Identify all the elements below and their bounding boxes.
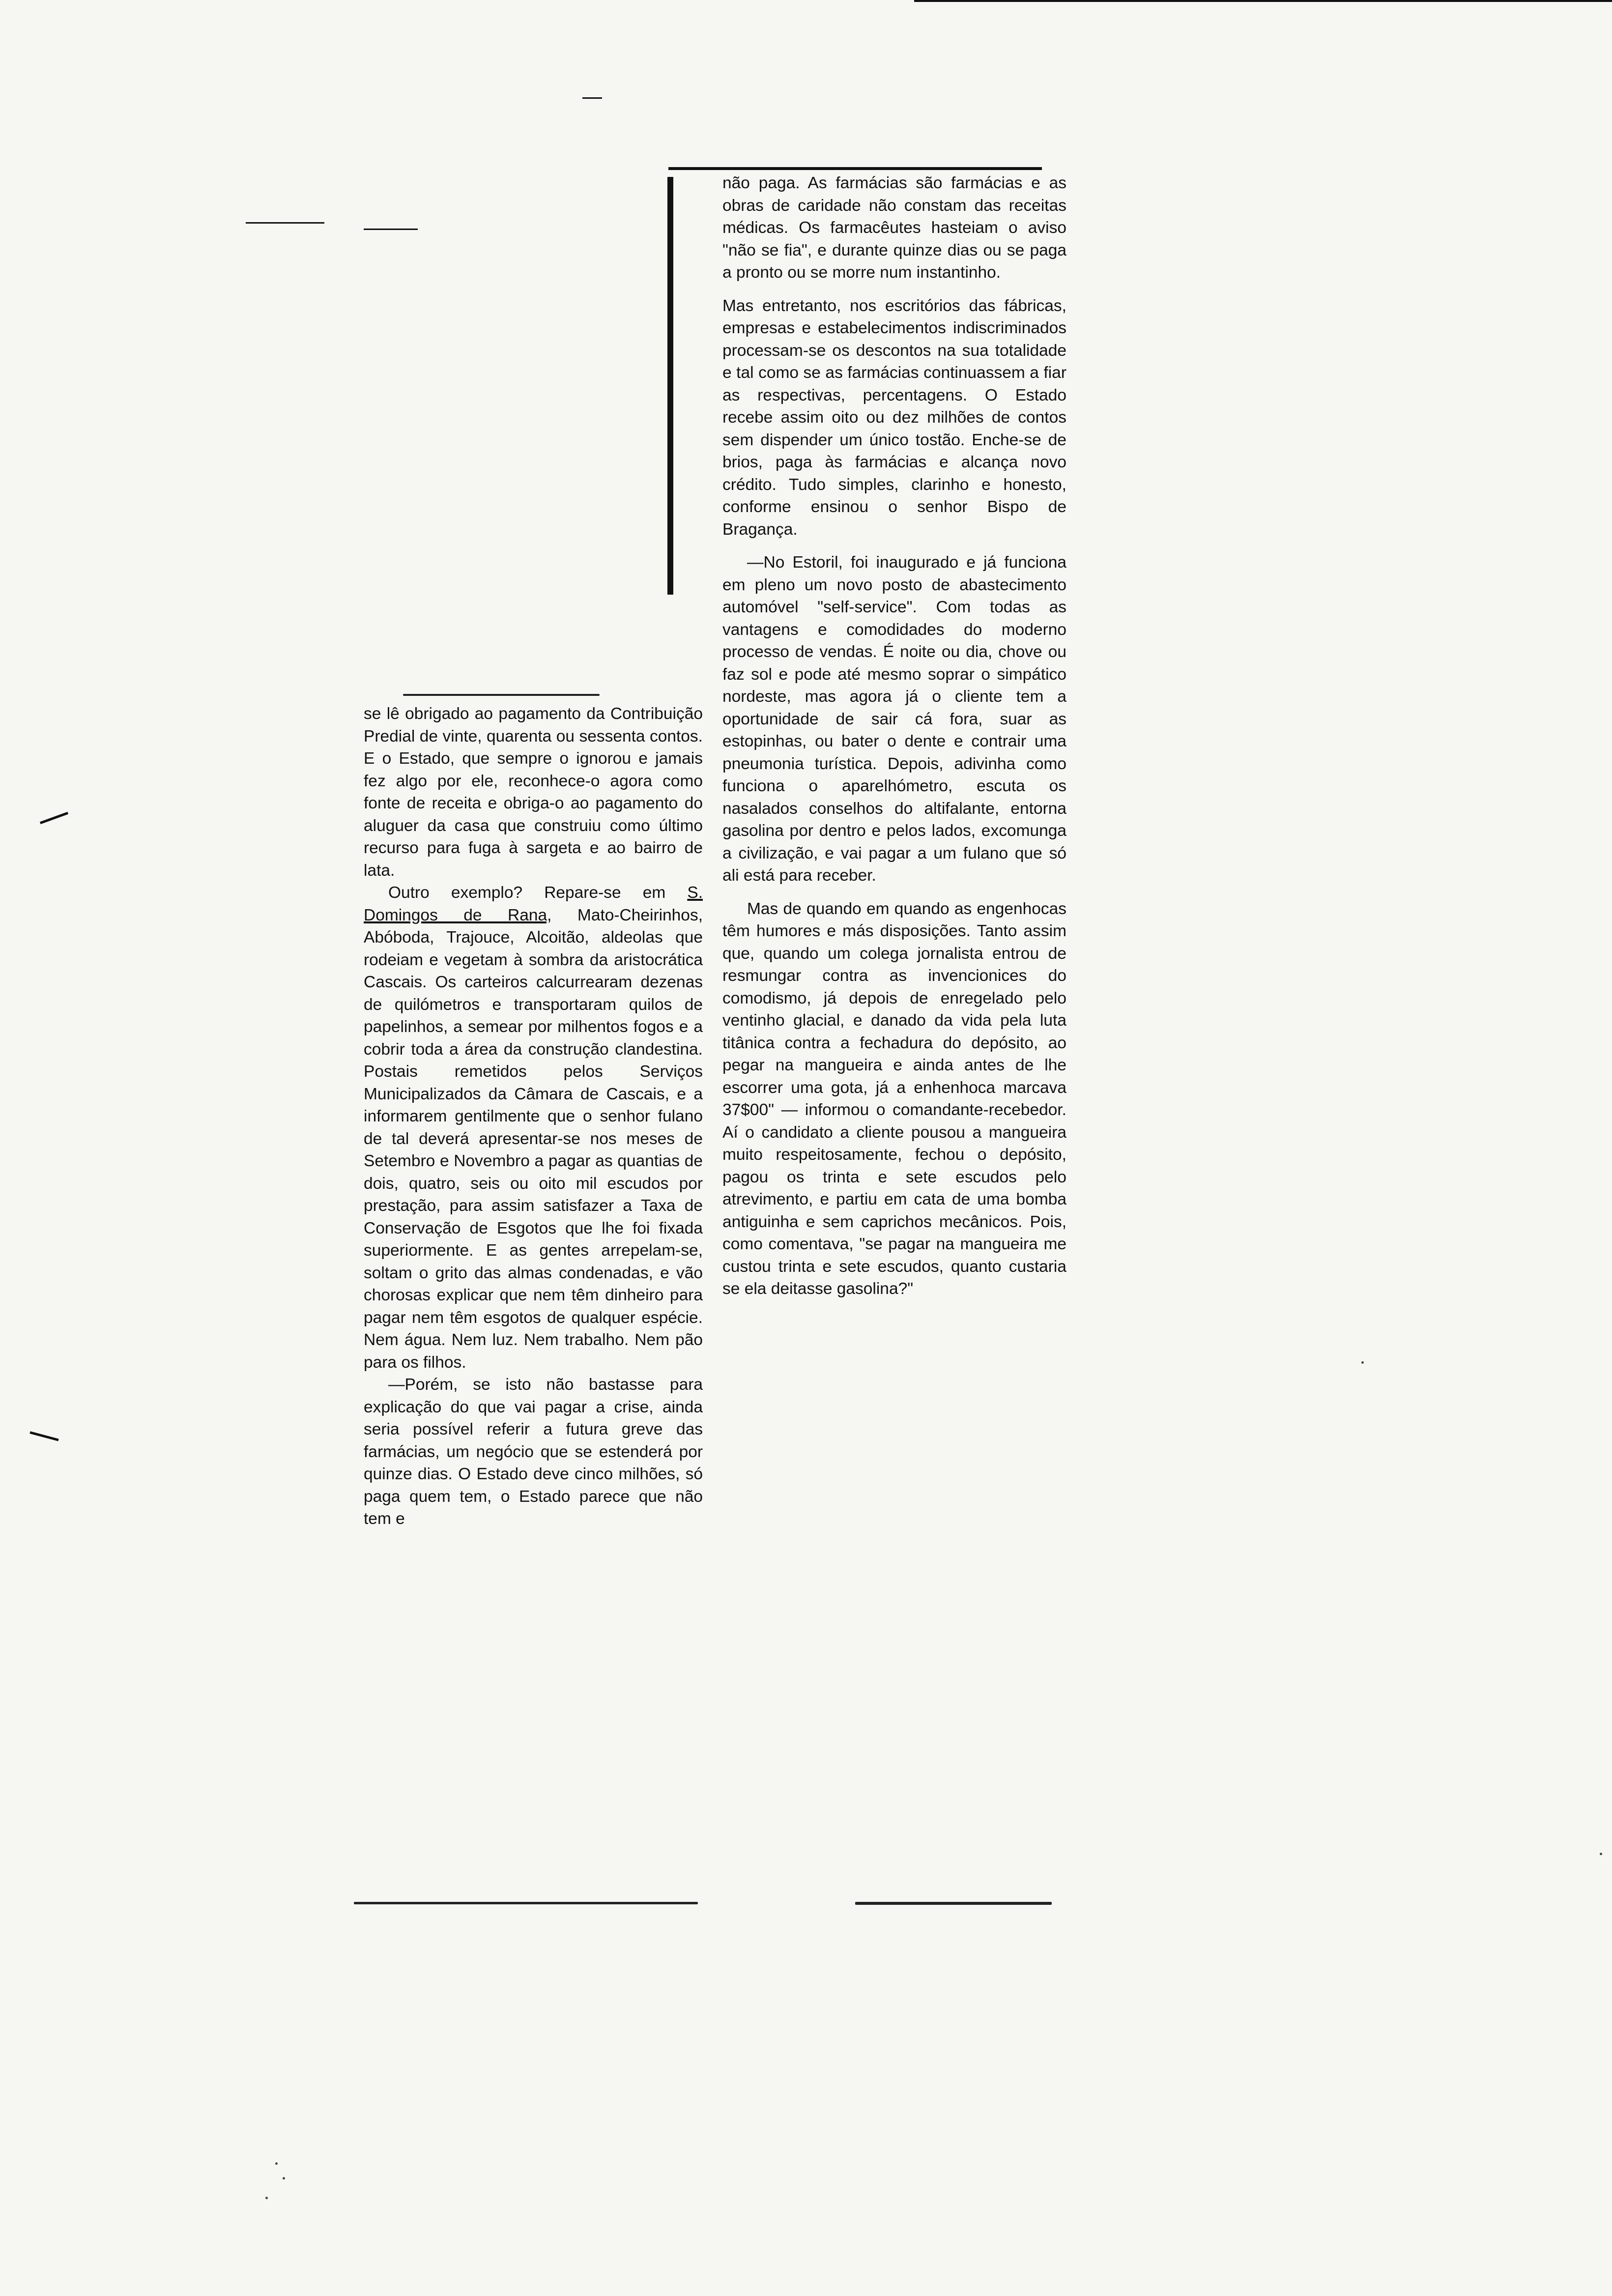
paragraph: Mas entretanto, nos escritórios das fábricas, empresas e estabelecimentos indiscriminados processam-se os descontos na sua totalidade e tal como se as farmácias continuassem a fiar as respectivas, percentagens. O Estado recebe assim oito ou dez milhões de contos sem dispender um único tostão. Enche-se de brios, paga às farmácias e alcança novo crédito. Tudo simples, clarinho e honesto, conforme ensinou o senhor Bispo de Bragança. xyxy=(722,296,1066,539)
paragraph: não paga. As farmácias são farmácias e as obras de caridade não constam das receitas médicas. Os farmacêutes hasteiam o aviso "não se fia", e durante quinze dias ou se paga a pronto ou se morre num instantinho. xyxy=(722,174,1066,282)
hole-punch-mark xyxy=(40,812,68,824)
clipping-top-rule xyxy=(668,167,1042,170)
underlined-place: S. Domingos de Rana, xyxy=(364,884,703,924)
paragraph: —Porém, se isto não bastasse para explicação do que vai pagar a crise, ainda seria possível referir a futura greve das farmácias, um negócio que se estenderá por quinze dias. O Estado deve cinco milhões, só paga quem tem, o Estado parece que não tem e xyxy=(364,1376,703,1528)
speck xyxy=(1361,1361,1364,1364)
clipping-bottom-edge-scribble xyxy=(855,1902,1052,1905)
speck xyxy=(283,2177,285,2180)
top-rule-artifact xyxy=(914,0,1612,2)
article-column-right xyxy=(722,172,1066,1300)
paragraph-lead: Outro exemplo? Repare-se em xyxy=(388,884,688,902)
paragraph-body: Mato-Cheirinhos, Abóboda, Trajouce, Alcoitão, aldeolas que rodeiam e vegetam à sombra da aristocrática Cascais. Os carteiros calcurrearam dezenas de quilómetros e transportaram quilos de papelinhos, a semear por milhentos fogos e a cobrir toda a área da construção clandestina. Postais remetidos pelos Serviços Municipalizados da Câmara de Cascais, e a informarem gentilmente que o senhor fulano de tal deverá apresentar-se nos meses de Setembro e Novembro a pagar as quantias de dois, quatro, seis ou oito mil escudos por prestação, para assim satisfazer a Taxa de Conservação de Esgotos que lhe foi fixada superiormente. E as gentes arrepelam-se, soltam o grito das almas condenadas, e vão chorosas explicar que nem têm dinheiro para pagar nem têm esgotos de qualquer espécie. Nem água. Nem luz. Nem trabalho. Nem pão para os filhos. xyxy=(364,906,703,1372)
speck xyxy=(275,2162,278,2165)
paragraph: se lê obrigado ao pagamento da Contribuição Predial de vinte, quarenta ou sessenta contos. E o Estado, que sempre o ignorou e jamais fez algo por ele, reconhece-o agora como fonte de receita e obriga-o ao pagamento do aluguer da casa que construiu como último recurso para fuga à sargeta e ao bairro de lata. xyxy=(364,705,703,880)
speck xyxy=(265,2197,268,2199)
paragraph xyxy=(364,882,703,1374)
clipping-left-bar xyxy=(667,177,673,595)
clipping-bottom-edge-scribble xyxy=(354,1902,698,1904)
hole-punch-mark xyxy=(29,1431,58,1441)
speck xyxy=(1600,1853,1602,1855)
paragraph: —No Estoril, foi inaugurado e já funciona em pleno um novo posto de abastecimento automóvel "self-service". Com todas as vantagens e comodidades do moderno processo de vendas. É noite ou dia, chove ou faz sol e pode até mesmo soprar o simpático nordeste, mas agora já o cliente tem a oportunidade de sair cá fora, suar as estopinhas, ou bater o dente e contrair uma pneumonia turística. Depois, adivinha como funciona o aparelhómetro, escuta os nasalados conselhos do altifalante, entorna gasolina por dentro e pelos lados, excomunga a civilização, e vai pagar a um fulano que só ali está para receber. xyxy=(722,553,1066,885)
dash-artifact xyxy=(582,97,602,99)
dash-artifact xyxy=(246,222,324,224)
article-column-left xyxy=(364,703,703,1530)
clipping-top-edge-scribble xyxy=(403,694,600,696)
paragraph: Mas de quando em quando as engenhocas têm humores e más disposições. Tanto assim que, quando um colega jornalista entrou de resmungar contra as invencionices do comodismo, já depois de enregelado pelo ventinho glacial, e danado da vida pela luta titânica contra a fechadura do depósito, ao pegar na mangueira e ainda antes de lhe escorrer uma gota, já a enhenhoca marcava 37$00" — informou o comandante-recebedor. Aí o candidato a cliente pousou a mangueira muito respeitosamente, fechou o depósito, pagou os trinta e sete escudos pelo atrevimento, e partiu em cata de uma bomba antiguinha e sem caprichos mecânicos. Pois, como comentava, "se pagar na mangueira me custou trinta e sete escudos, quanto custaria se ela deitasse gasolina?" xyxy=(722,899,1066,1298)
dash-artifact xyxy=(364,229,418,230)
